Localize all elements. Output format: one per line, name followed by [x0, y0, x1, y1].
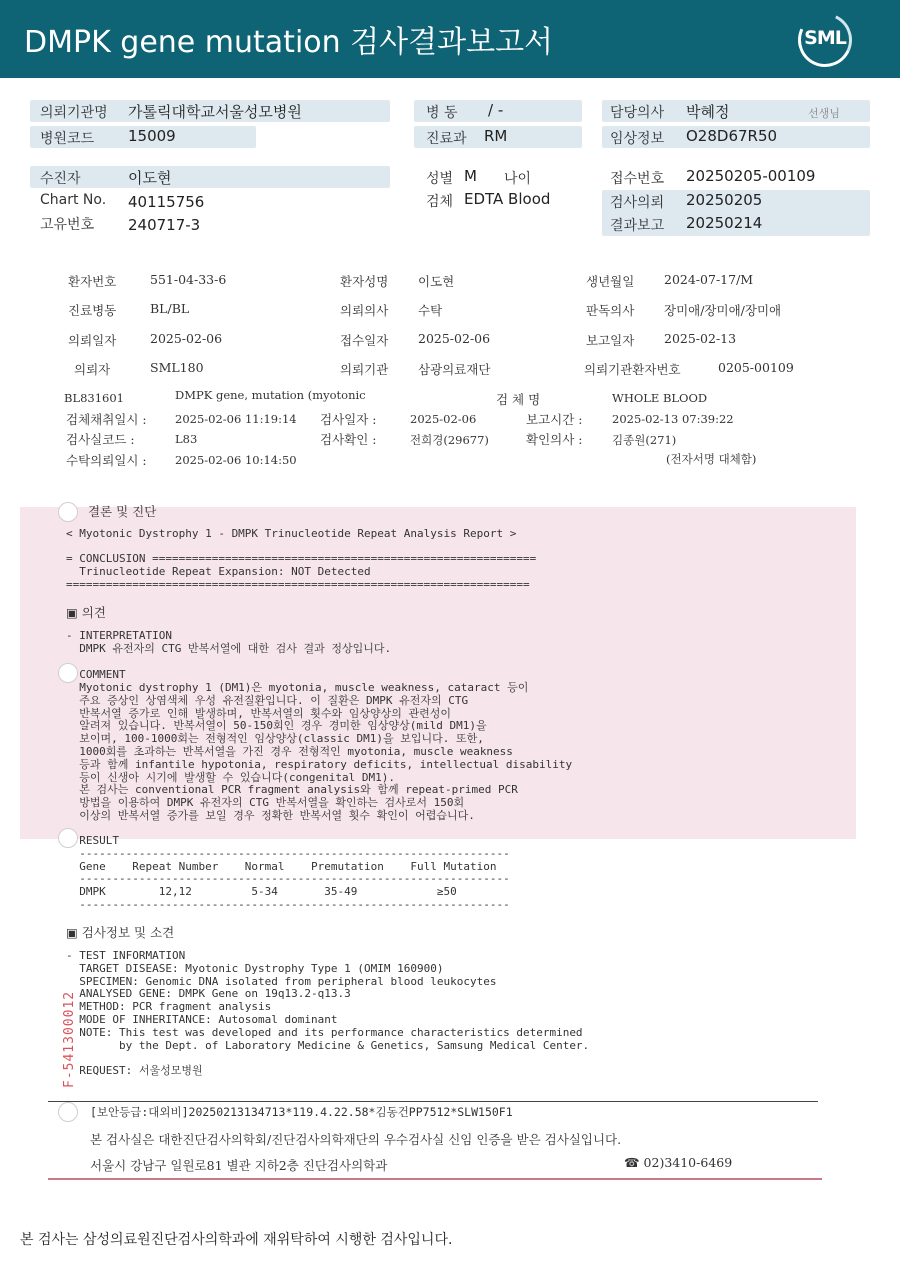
logo-text: SML: [804, 27, 846, 49]
certification-line: 본 검사실은 대한진단검사의학회/진단검사의학재단의 우수검사실 신임 인증을 받은 검사실입니다.: [90, 1132, 622, 1147]
result-table-header: Gene Repeat Number Normal Premutation Full Mutation: [66, 860, 497, 873]
form-inst-pt: 0205-00109: [718, 360, 794, 375]
requested-label: 검사의뢰: [610, 195, 665, 211]
form-read-doc-label: 판독의사: [586, 303, 635, 318]
text-line: MODE OF INHERITANCE: Autosomal dominant: [66, 1013, 338, 1026]
text-line: 이상의 반복서열 증가를 보일 경우 정확한 반복서열 횟수 확인이 어렵습니다.: [66, 809, 475, 822]
punch-hole-4: [58, 1102, 78, 1122]
comment-heading: COMMENT: [66, 668, 126, 681]
form-rcv-date-label: 접수일자: [340, 333, 389, 348]
footer-rule: [48, 1101, 818, 1102]
text-line: 등과 함께 infantile hypotonia, respiratory deficits, intellectual disability: [66, 757, 573, 771]
text-line: TARGET DISEASE: Myotonic Dystrophy Type 1 (OMIM 160900): [66, 961, 444, 975]
text-line: NOTE: This test was developed and its performance characteristics determined: [66, 1025, 583, 1039]
clinical-label: 임상정보: [610, 131, 665, 147]
text-line: 방법을 이용하여 DMPK 유전자의 CTG 반복서열을 확인하는 검사로서 150회: [66, 796, 465, 810]
footer-rule-red: [48, 1178, 822, 1180]
form-read-doc: 장미애/장미애/장미애: [664, 303, 782, 318]
hospital-code-value: 15009: [128, 127, 176, 145]
form-test-name: DMPK gene, mutation (myotonic: [175, 388, 366, 402]
interpretation-text: DMPK 유전자의 CTG 반복서열에 대한 검사 결과 정상입니다.: [66, 642, 392, 655]
doctor-label: 담당의사: [610, 105, 665, 121]
text-line: by the Dept. of Laboratory Medicine & Genetics, Samsung Medical Center.: [66, 1038, 590, 1052]
form-dob-label: 생년월일: [586, 274, 635, 289]
consignment-note: 본 검사는 삼성의료원진단검사의학과에 재위탁하여 시행한 검사입니다.: [20, 1232, 453, 1248]
request-line: REQUEST: 서울성모병원: [66, 1064, 203, 1077]
form-confirm: 전희경(29677): [410, 433, 489, 447]
result-heading: RESULT: [66, 834, 119, 847]
clinical-value: O28D67R50: [686, 127, 778, 145]
text-line: 주요 증상인 상염색체 우성 유전질환입니다. 이 질환은 DMPK 유전자의 CTG: [66, 693, 469, 707]
doctor-suffix: 선생님: [808, 107, 840, 120]
form-esign: (전자서명 대체함): [666, 452, 757, 466]
punch-hole-1: [58, 502, 78, 522]
patient-label: 수진자: [40, 171, 81, 187]
form-pt-name-label: 환자성명: [340, 274, 389, 289]
text-line: - TEST INFORMATION: [66, 949, 186, 962]
section-conclusion: 결론 및 진단: [88, 504, 157, 519]
form-req-date: 2025-02-06: [150, 331, 223, 346]
form-requester: SML180: [150, 360, 204, 375]
form-specimen: WHOLE BLOOD: [612, 391, 708, 405]
sex-value: M: [464, 167, 477, 185]
form-confirm-doc: 김종원(271): [612, 433, 677, 447]
form-requester-label: 의뢰자: [74, 362, 111, 377]
lab-address: 서울시 강남구 일원로81 별관 지하2층 진단검사의학과: [90, 1158, 388, 1173]
specimen-value: EDTA Blood: [464, 190, 551, 208]
form-dob: 2024-07-17/M: [664, 272, 754, 287]
text-line: 본 검사는 conventional PCR fragment analysis와 함께 repeat-primed PCR: [66, 783, 518, 797]
text-line: METHOD: PCR fragment analysis: [66, 1000, 272, 1014]
reported-value: 20250214: [686, 214, 763, 232]
result-dash-mid: -----------------------------------------------------------------: [66, 872, 510, 885]
form-req-date-label: 의뢰일자: [68, 333, 117, 348]
form-pt-no: 551-04-33-6: [150, 272, 227, 287]
receipt-label: 접수번호: [610, 171, 665, 187]
patient-value: 이도현: [128, 169, 172, 187]
lab-phone: ☎ 02)3410-6469: [624, 1155, 733, 1170]
text-line: ANALYSED GENE: DMPK Gene on 19q13.2-q13.3: [66, 987, 351, 1001]
form-inst-pt-label: 의뢰기관환자번호: [584, 362, 681, 377]
form-rep-date: 2025-02-13: [664, 331, 737, 346]
specimen-label: 검체: [426, 194, 454, 210]
dept-value: RM: [484, 127, 508, 145]
institution-value: 가톨릭대학교서울성모병원: [128, 103, 302, 121]
form-confirm-doc-label: 확인의사 :: [526, 432, 583, 447]
hospital-code-label: 병원코드: [40, 131, 95, 147]
text-line: 반복서열 증가로 인해 발생하며, 반복서열의 횟수와 임상양상의 관련성이: [66, 706, 452, 720]
conclusion-line: = CONCLUSION ==========================================================: [66, 552, 537, 565]
report-header: [0, 0, 900, 78]
form-test-date: 2025-02-06: [410, 412, 477, 426]
form-lab-code-label: 검사실코드 :: [66, 432, 135, 447]
form-collect: 2025-02-06 11:19:14: [175, 412, 297, 426]
receipt-value: 20250205-00109: [686, 167, 816, 185]
sex-label: 성별: [426, 171, 454, 187]
text-line: 보이며, 100-1000회는 전형적인 임상양상(classic DM1)을 보입니다. 또한,: [66, 732, 484, 746]
form-confirm-label: 검사확인 :: [320, 432, 377, 447]
form-consign: 2025-02-06 10:14:50: [175, 453, 297, 467]
form-pt-name: 이도현: [418, 274, 455, 289]
unique-label: 고유번호: [40, 217, 95, 233]
result-dash-bottom: -----------------------------------------------------------------: [66, 898, 510, 911]
chart-label: Chart No.: [40, 192, 107, 208]
form-consign-label: 수탁의뢰일시 :: [66, 453, 147, 468]
reported-label: 결과보고: [610, 218, 665, 234]
testinfo-heading: ▣ 검사정보 및 소견: [66, 925, 175, 940]
ward-value: / -: [488, 101, 504, 119]
form-rep-date-label: 보고일자: [586, 333, 635, 348]
form-pt-no-label: 환자번호: [68, 274, 117, 289]
result-dash-top: -----------------------------------------------------------------: [66, 847, 510, 860]
form-rep-time-label: 보고시간 :: [526, 412, 583, 427]
sml-logo: [798, 13, 852, 67]
text-line: SPECIMEN: Genomic DNA isolated from peripheral blood leukocytes: [66, 974, 497, 988]
equals-line: ======================================================================: [66, 578, 530, 591]
form-lab-code: L83: [175, 432, 198, 446]
form-specimen-label: 검 체 명: [496, 392, 541, 407]
form-collect-label: 검체채취일시 :: [66, 412, 147, 427]
form-req-doc: 수탁: [418, 303, 443, 318]
ward-label: 병 동: [426, 105, 458, 121]
form-test-date-label: 검사일자 :: [320, 412, 377, 427]
form-ward-label: 진료병동: [68, 303, 117, 318]
text-line: 1000회를 초과하는 반복서열을 가진 경우 전형적인 myotonia, muscle weakness: [66, 745, 513, 758]
conclusion-text: Trinucleotide Repeat Expansion: NOT Detected: [66, 565, 371, 578]
text-line: 알려져 있습니다. 반복서열이 50-150회인 경우 경미한 임상양상(mild DM1)을: [66, 719, 487, 733]
doctor-value: 박혜정: [686, 103, 730, 121]
requested-value: 20250205: [686, 191, 763, 209]
result-table-row: DMPK 12,12 5-34 35-49 ≥50: [66, 885, 457, 898]
form-test-code: BL831601: [64, 391, 124, 405]
form-rcv-date: 2025-02-06: [418, 331, 491, 346]
patient-box: [30, 166, 390, 188]
opinion-heading: ▣ 의견: [66, 605, 106, 620]
dept-label: 진료과: [426, 131, 467, 147]
unique-value: 240717-3: [128, 216, 201, 234]
form-req-inst: 삼광의료재단: [418, 362, 491, 377]
age-label: 나이: [504, 171, 532, 187]
side-serial-number: F-541300012: [62, 990, 77, 1088]
security-line: [보안등급:대외비]20250213134713*119.4.22.58*김동건PP7512*SLW150F1: [90, 1105, 513, 1119]
page-title: DMPK gene mutation 검사결과보고서: [24, 25, 554, 60]
report-title: < Myotonic Dystrophy 1 - DMPK Trinucleotide Repeat Analysis Report >: [66, 527, 517, 540]
form-req-inst-label: 의뢰기관: [340, 362, 389, 377]
form-req-doc-label: 의뢰의사: [340, 303, 389, 318]
chart-value: 40115756: [128, 193, 205, 211]
text-line: Myotonic dystrophy 1 (DM1)은 myotonia, muscle weakness, cataract 등이: [66, 681, 529, 694]
form-rep-time: 2025-02-13 07:39:22: [612, 412, 734, 426]
institution-label: 의뢰기관명: [40, 105, 108, 121]
interpretation-heading: - INTERPRETATION: [66, 629, 172, 642]
text-line: 등이 신생아 시기에 발생할 수 있습니다(congenital DM1).: [66, 770, 395, 784]
form-ward: BL/BL: [150, 301, 190, 316]
